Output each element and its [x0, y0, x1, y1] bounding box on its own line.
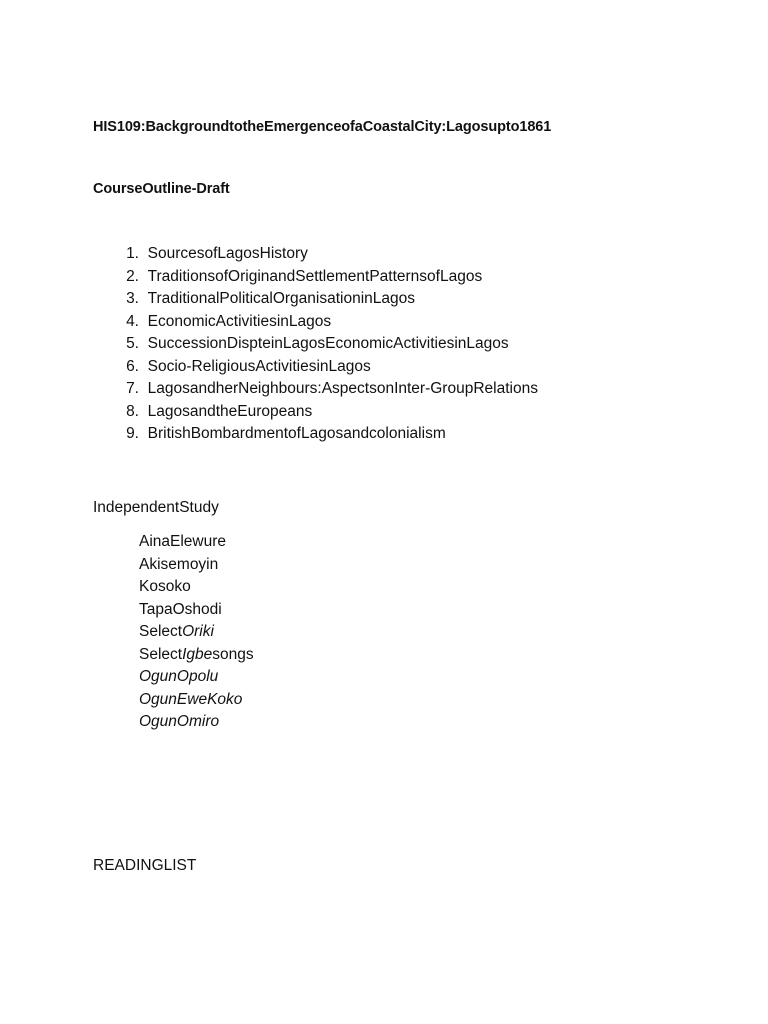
list-item — [139, 689, 254, 712]
list-item — [93, 311, 538, 334]
list-item-text: AinaElewure — [139, 533, 227, 550]
list-item — [139, 576, 254, 599]
list-item — [93, 266, 538, 289]
list-item-text: Socio-ReligiousActivitiesinLagos — [147, 357, 371, 375]
course-outline-heading: CourseOutline-Draft — [93, 181, 230, 197]
list-item-italic: Igbe — [182, 645, 213, 663]
list-item — [139, 554, 254, 577]
list-item-text: Kosoko — [139, 578, 191, 595]
list-item-text: SourcesofLagosHistory — [147, 245, 308, 262]
list-item-italic: OgunOpolu — [139, 668, 219, 685]
reading-list-heading: READINGLIST — [93, 857, 197, 874]
list-item-text: LagosandtheEuropeans — [147, 402, 313, 420]
list-item-text: BritishBombardmentofLagosandcolonialism — [147, 425, 446, 442]
list-item — [93, 378, 538, 401]
list-item-number: 5. — [126, 335, 139, 352]
list-item-number: 3. — [126, 290, 139, 307]
independent-study-heading: IndependentStudy — [93, 499, 219, 516]
list-item — [139, 599, 254, 622]
course-outline-list — [93, 243, 538, 446]
list-item-text: TraditionalPoliticalOrganisationinLagos — [147, 290, 416, 307]
list-item-italic: Oriki — [182, 623, 214, 640]
list-item-number: 9. — [126, 425, 139, 442]
list-item — [93, 288, 538, 311]
list-item — [93, 243, 538, 266]
list-item-text: EconomicActivitiesinLagos — [147, 312, 332, 330]
list-item-prefix: Select — [139, 645, 183, 663]
list-item — [93, 356, 538, 379]
list-item-text: SuccessionDispteinLagosEconomicActivitiesinLagos — [147, 335, 509, 352]
list-item-number: 1. — [126, 245, 139, 262]
list-item — [93, 423, 538, 446]
independent-study-list — [139, 531, 254, 734]
list-item-italic: OgunEweKoko — [139, 690, 243, 708]
list-item-number: 4. — [126, 312, 139, 330]
list-item-number: 6. — [126, 357, 139, 375]
list-item — [139, 621, 254, 644]
list-item — [93, 333, 538, 356]
list-item — [139, 666, 254, 689]
list-item-number: 7. — [126, 380, 139, 397]
list-item-prefix: Select — [139, 623, 183, 640]
list-item — [93, 401, 538, 424]
list-item — [139, 531, 254, 554]
list-item-text: Akisemoyin — [139, 555, 219, 573]
course-title: HIS109:BackgroundtotheEmergenceofaCoastalCity:Lagosupto1861 — [93, 119, 552, 135]
list-item-suffix: songs — [212, 645, 254, 663]
list-item-text: TraditionsofOriginandSettlementPatternsofLagos — [147, 267, 483, 285]
list-item — [139, 644, 254, 667]
list-item-text: LagosandherNeighbours:AspectsonInter-GroupRelations — [147, 380, 538, 397]
list-item — [139, 711, 254, 734]
list-item-number: 2. — [126, 267, 139, 285]
list-item-number: 8. — [126, 402, 139, 420]
list-item-text: TapaOshodi — [139, 600, 222, 618]
list-item-italic: OgunOmiro — [139, 713, 220, 730]
